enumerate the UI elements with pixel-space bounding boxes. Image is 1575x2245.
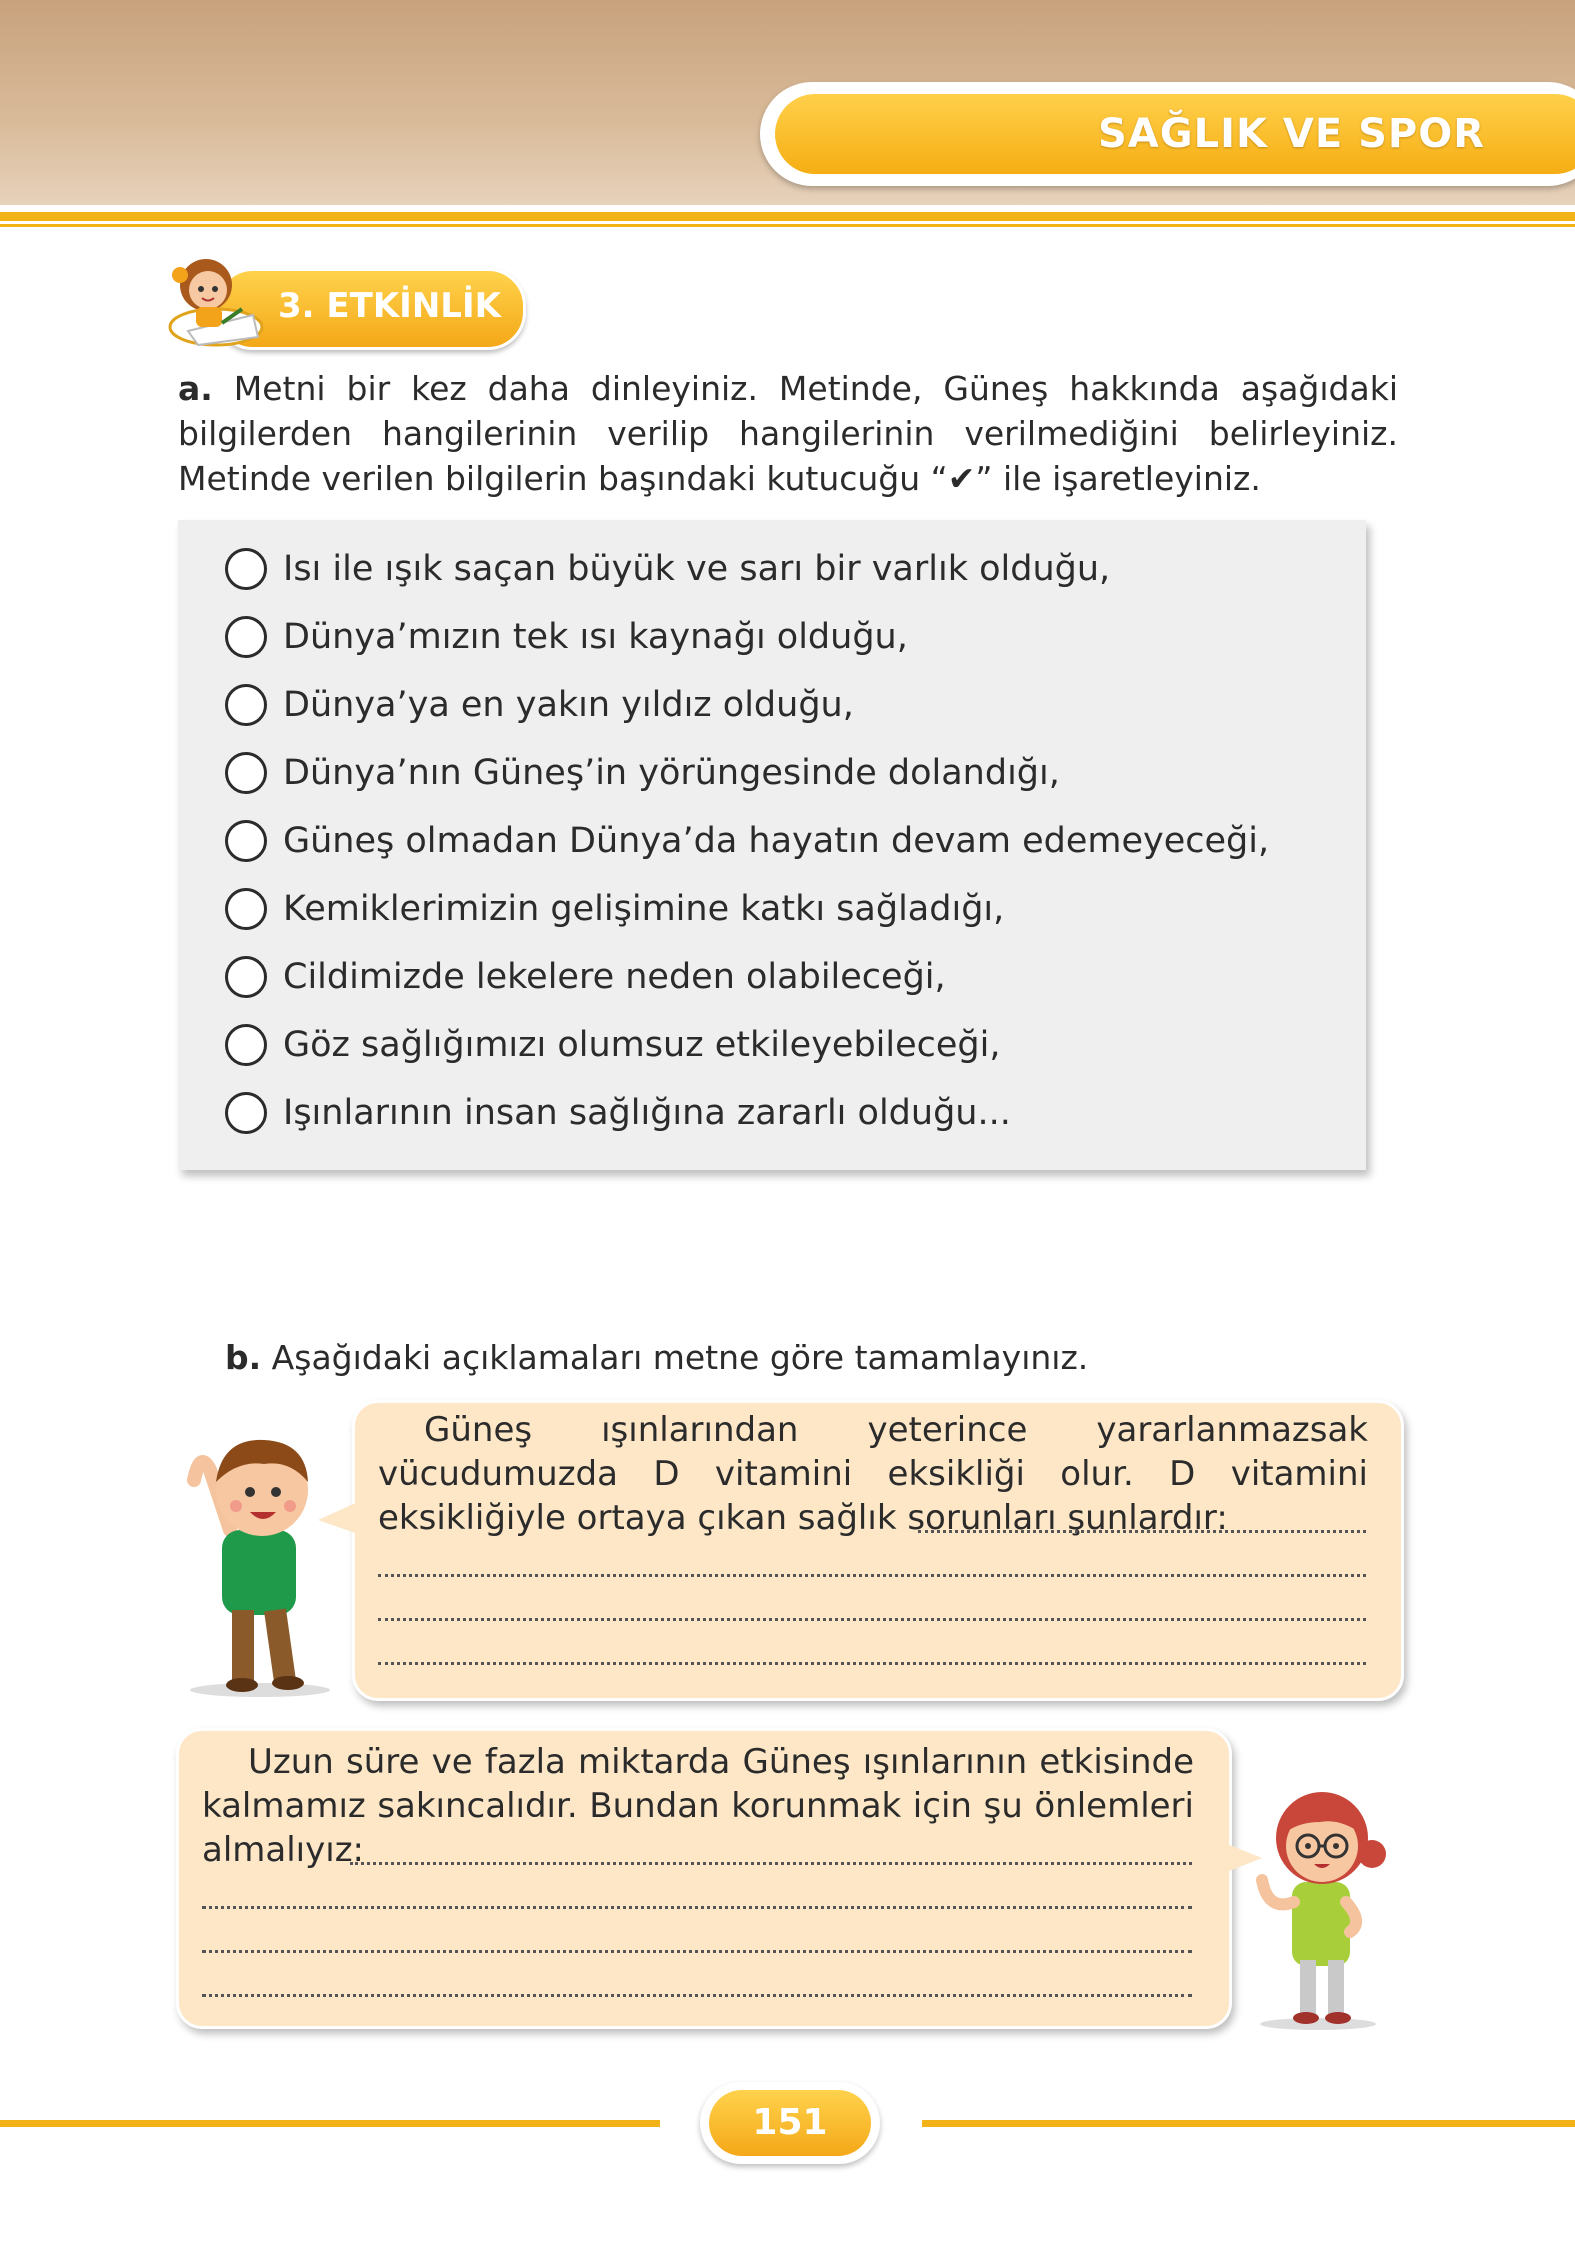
header-divider [0, 212, 1575, 221]
checklist-item [225, 812, 1345, 872]
checkbox-circle[interactable] [225, 548, 267, 590]
checkbox-circle[interactable] [225, 1024, 267, 1066]
checkbox-circle[interactable] [225, 888, 267, 930]
checklist-item [225, 948, 1345, 1008]
checklist-item [225, 540, 1345, 600]
activity-title: 3. ETKİNLİK [278, 286, 501, 326]
part-b-text: Aşağıdaki açıklamaları metne göre tamamlayınız. [271, 1338, 1089, 1377]
checklist-item-label: Kemiklerimizin gelişimine katkı sağladığı, [283, 889, 1005, 929]
answer-line[interactable] [378, 1618, 1366, 1621]
checklist-item [225, 1084, 1345, 1144]
bubble1-text: Güneş ışınlarından yeterince yararlanmazsak vücudumuzda D vitamini eksikliği olur. D vitamini eksikliğiyle ortaya çıkan sağlık sorunları şunlardır: [378, 1410, 1368, 1538]
bubble2-text: Uzun süre ve fazla miktarda Güneş ışınlarının etkisinde kalmamız sakıncalıdır. Bundan korunmak için şu önlemleri almalıyız: [202, 1742, 1194, 1870]
checklist-item-label: Işınlarının insan sağlığına zararlı olduğu... [283, 1093, 1011, 1133]
checklist-item-label: Dünya’mızın tek ısı kaynağı olduğu, [283, 617, 908, 657]
part-a-text: Metni bir kez daha dinleyiniz. Metinde, Güneş hakkında aşağıdaki bilgilerden hangilerinin verilip hangilerinin verilmediğini belirleyiniz. Metinde verilen bilgilerin başındaki kutucuğu “✔” ile işaretleyiniz. [178, 369, 1398, 498]
answer-line[interactable] [350, 1862, 1192, 1865]
checkbox-circle[interactable] [225, 616, 267, 658]
answer-line[interactable] [378, 1662, 1366, 1665]
checkbox-circle[interactable] [225, 684, 267, 726]
boy-illustration [180, 1420, 340, 1700]
checklist-item [225, 1016, 1345, 1076]
checkbox-circle[interactable] [225, 956, 267, 998]
checklist-item-label: Göz sağlığımızı olumsuz etkileyebileceği, [283, 1025, 1001, 1065]
part-b-letter: b. [225, 1338, 262, 1377]
answer-line[interactable] [202, 1906, 1192, 1909]
checklist-item-label: Dünya’ya en yakın yıldız olduğu, [283, 685, 854, 725]
checkbox-circle[interactable] [225, 1092, 267, 1134]
answer-line[interactable] [202, 1950, 1192, 1953]
checkbox-circle[interactable] [225, 820, 267, 862]
part-a-instruction [178, 366, 1398, 501]
footer-line [922, 2120, 1575, 2127]
checklist-item [225, 608, 1345, 668]
speech-tail-icon [318, 1498, 358, 1538]
answer-line[interactable] [378, 1574, 1366, 1577]
section-title: SAĞLIK VE SPOR [1098, 111, 1486, 157]
header-divider-thin [0, 224, 1575, 227]
girl-writing-icon [158, 245, 268, 350]
page-number: 151 [752, 2102, 828, 2143]
checklist-item-label: Isı ile ışık saçan büyük ve sarı bir varlık olduğu, [283, 549, 1111, 589]
checklist-item-label: Cildimizde lekelere neden olabileceği, [283, 957, 946, 997]
answer-line[interactable] [202, 1994, 1192, 1997]
footer-line [0, 2120, 660, 2127]
part-a-letter: a. [178, 369, 213, 408]
part-b-instruction [225, 1335, 1325, 1380]
checklist-item [225, 880, 1345, 940]
checklist-item [225, 744, 1345, 804]
checklist-item [225, 676, 1345, 736]
checklist-item-label: Güneş olmadan Dünya’da hayatın devam edemeyeceği, [283, 821, 1270, 861]
answer-line[interactable] [918, 1530, 1366, 1533]
checklist-item-label: Dünya’nın Güneş’in yörüngesinde dolandığı, [283, 753, 1060, 793]
girl-illustration [1240, 1762, 1390, 2032]
checkbox-circle[interactable] [225, 752, 267, 794]
